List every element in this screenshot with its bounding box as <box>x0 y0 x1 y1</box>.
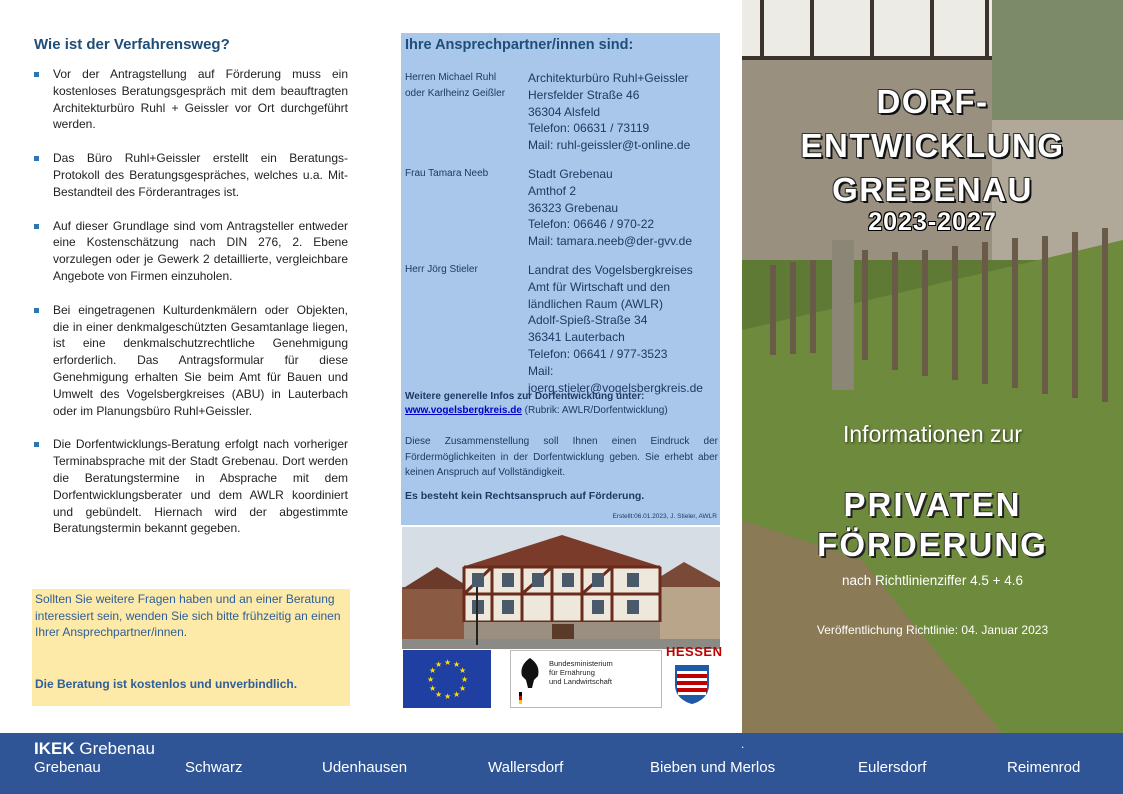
contacts-heading: Ihre Ansprechpartner/innen sind: <box>405 37 634 53</box>
footer-village: Schwarz <box>185 759 243 776</box>
svg-text:★: ★ <box>429 684 437 693</box>
footer-village: Reimenrod <box>1007 759 1081 776</box>
svg-text:★: ★ <box>459 684 467 693</box>
procedure-steps <box>34 66 348 554</box>
left-panel <box>0 0 380 733</box>
procedure-step: Die Dorfentwicklungs-Beratung erfolgt nach vorheriger Terminabsprache mit der Stadt Grebenau. Dort werden die Beratungstermine in Absprache mit dem Dorfentwicklungsberater und dem AWLR koordiniert und gebündelt. Hiernach wird der abgestimmte Beratungstermin bekannt gegeben. <box>34 436 348 537</box>
procedure-heading: Wie ist der Verfahrensweg? <box>34 36 230 53</box>
svg-text:★: ★ <box>444 658 452 667</box>
cover-subject: PRIVATEN FÖRDERUNG <box>817 486 1048 563</box>
half-timbered-building-image <box>402 527 720 649</box>
bullet-icon <box>34 224 39 229</box>
footer-village: Eulersdorf <box>858 759 927 776</box>
consultation-note-box <box>32 589 350 706</box>
svg-text:★: ★ <box>461 675 469 684</box>
svg-text:★: ★ <box>459 666 467 675</box>
bullet-icon <box>34 156 39 161</box>
contact-person: Herren Michael Ruhl oder Karlheinz Geißler <box>405 72 506 99</box>
disclaimer: Diese Zusammenstellung soll Ihnen einen Eindruck der Fördermöglichkeiten in der Dorfentwicklung geben. Sie erhebt aber keinen Anspruch auf Vollständigkeit. <box>405 436 718 478</box>
contact-person: Herr Jörg Stieler <box>405 264 478 275</box>
contact-address: Architekturbüro Ruhl+Geissler Hersfelder Straße 46 36304 Alsfeld Telefon: 06631 / 73119 Mail: ruhl-geissler@t-online.de <box>528 70 718 154</box>
contact-address: Stadt Grebenau Amthof 2 36323 Grebenau Telefon: 06646 / 970-22 Mail: tamara.neeb@der-gvv.de <box>528 166 718 250</box>
svg-text:★: ★ <box>427 675 435 684</box>
footer-village: Grebenau <box>34 759 101 776</box>
hessen-lion-shield-icon <box>672 663 712 705</box>
cover-panel <box>742 0 1123 733</box>
contact-email[interactable]: Mail: ruhl-geissler@t-online.de <box>528 138 691 153</box>
bmel-logo <box>510 650 662 708</box>
cover-info-label: Informationen zur <box>843 421 1022 447</box>
hessen-logo: HESSEN <box>664 649 720 709</box>
contact-email[interactable]: Mail: joerg.stieler@vogelsbergkreis.de <box>528 363 703 395</box>
procedure-step: Das Büro Ruhl+Geissler erstellt ein Beratungs-Protokoll des Beratungsgespräches, welches u.a. Mit-Bestandteil des Förderantrages ist. <box>34 150 348 200</box>
svg-text:★: ★ <box>435 690 443 699</box>
footer-village: Udenhausen <box>322 759 408 776</box>
bmel-name: Bundesministerium für Ernährung und Landwirtschaft <box>549 659 613 686</box>
bullet-icon <box>34 308 39 313</box>
svg-text:★: ★ <box>453 690 461 699</box>
contact-person: Frau Tamara Neeb <box>405 168 489 179</box>
contact-address: Landrat des Vogelsbergkreises Amt für Wirtschaft und den ländlichen Raum (AWLR) Adolf-Spieß-Straße 34 36341 Lauterbach Telefon: 06641 / 977-3523 Mail: joerg.stieler@vogelsbergkreis.de <box>528 262 718 396</box>
sponsor-logos <box>402 644 723 709</box>
svg-text:★: ★ <box>429 666 437 675</box>
cover-years: 2023-2027 <box>868 208 997 236</box>
footer-brand: IKEK Grebenau <box>34 739 155 758</box>
contact-email[interactable]: Mail: tamara.neeb@der-gvv.de <box>528 234 693 249</box>
consultation-free-note: Die Beratung ist kostenlos und unverbindlich. <box>35 677 298 691</box>
svg-text:★: ★ <box>444 692 452 701</box>
cover-guideline-number: nach Richtlinienziffer 4.5 + 4.6 <box>842 573 1023 588</box>
created-note: Erstellt:06.01.2023, J. Stieler, AWLR <box>612 513 717 520</box>
no-claim-note: Es besteht kein Rechtsanspruch auf Förderung. <box>405 490 645 502</box>
town-hall-photo <box>402 527 720 649</box>
footer-village: Wallersdorf <box>488 759 564 776</box>
cover-title: DORF- ENTWICKLUNG GREBENAU <box>800 83 1065 208</box>
bullet-icon <box>34 72 39 77</box>
more-info: Weitere generelle Infos zur Dorfentwicklung unter: www.vogelsbergkreis.de (Rubrik: AWLR/Dorfentwicklung) <box>405 391 668 416</box>
federal-eagle-icon <box>515 654 545 706</box>
website-link[interactable]: www.vogelsbergkreis.de <box>405 405 522 416</box>
footer-village: Bieben und Merlos <box>650 759 776 776</box>
procedure-step: Vor der Antragstellung auf Förderung muss ein kostenloses Beratungsgespräch mit dem beauftragten Architekturbüro Ruhl + Geissler vor Ort durchgeführt werden. <box>34 66 348 133</box>
footer-bar: IKEK Grebenau . Grebenau Schwarz Udenhausen Wallersdorf Bieben und Merlos Eulersdorf Reimenrod <box>0 733 1123 794</box>
contacts-panel <box>401 33 720 525</box>
eu-flag-logo <box>403 650 491 708</box>
procedure-step: Auf dieser Grundlage sind vom Antragsteller entweder eine Kostenschätzung nach DIN 276, 2. Ebene vorzulegen oder je Gewerk 2 detaillierte, vergleichbare Angebote von Firmen einzuholen. <box>34 218 348 285</box>
svg-text:★: ★ <box>453 660 461 669</box>
cover-publication-date: Veröffentlichung Richtlinie: 04. Januar 2023 <box>816 623 1049 637</box>
procedure-step: Bei eingetragenen Kulturdenkmälern oder Objekten, die in einer denkmalgeschützten Gesamtanlage liegen, ist eine denkmalschutzrechtliche Genehmigung erforderlich. Das Antragsformular für diese Genehmigung erhalten Sie beim Amt für Bauen und Umwelt des Vogelsbergkreises (ABU) in Lauterbach oder im Planungsbüro Ruhl+Geissler. <box>34 302 348 420</box>
bullet-icon <box>34 442 39 447</box>
svg-text:★: ★ <box>435 660 443 669</box>
consultation-note: Sollten Sie weitere Fragen haben und an einer Beratung interessiert sein, wenden Sie sich bitte frühzeitig an einen Ihrer Ansprechpartner/innen. <box>35 592 341 639</box>
